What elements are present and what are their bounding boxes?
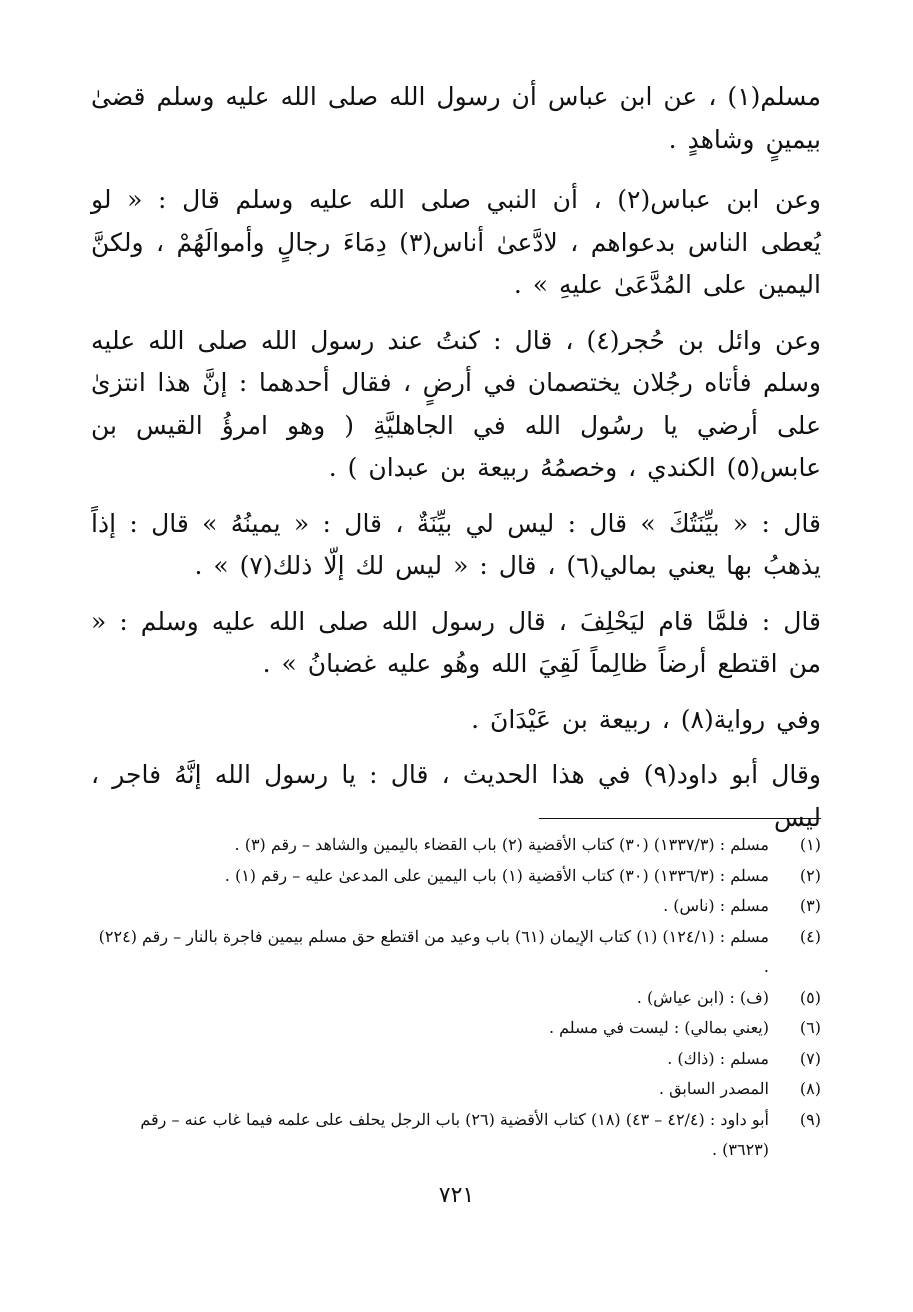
paragraph-3: وعن وائل بن حُجر(٤) ، قال : كنتُ عند رسول الله صلى الله عليه وسلم فأتاه رجُلان يختصمان في أرضٍ ، فقال أحدهما : إنَّ هذا انتزىٰ على أرضي يا رسُول الله في الجاهليَّةِ ( وهو امرؤُ القيس بن عابس(٥) الكندي ، وخصمُهُ ربيعة بن عبدان ) .	[91, 325, 821, 482]
paragraph-7: وقال أبو داود(٩) في هذا الحديث ، قال : يا رسول الله إنَّهُ فاجر ، ليس	[91, 760, 821, 832]
paragraph-4: قال : « بيِّنَتُكَ » قال : ليس لي بيِّنَةٌ ، قال : « يمينُهُ » قال : إذاً يذهبُ بها يعني بمالي(٦) ، قال : « ليس لك إلّا ذلك(٧) » .	[91, 508, 821, 580]
footnote-9	[91, 1105, 821, 1166]
footnote-number: (٨)	[799, 1079, 821, 1098]
footnote-8	[91, 1074, 821, 1105]
footnote-7	[91, 1044, 821, 1075]
footnote-number: (٧)	[799, 1048, 821, 1068]
footnote-number: (٦)	[799, 1018, 821, 1037]
footnote-3	[91, 891, 821, 922]
footnote-text: مسلم : (ناس) .	[663, 896, 769, 915]
footnote-number: (٤)	[799, 926, 821, 946]
footnote-text: المصدر السابق .	[658, 1079, 769, 1098]
footnote-number: (٣)	[799, 896, 821, 915]
footnote-text: (يعني بمالي) : ليست في مسلم .	[548, 1018, 769, 1037]
footnote-4	[91, 922, 821, 983]
page-number: ٧٢١	[438, 1183, 475, 1208]
paragraph-1: مسلم(١) ، عن ابن عباس أن رسول الله صلى الله عليه وسلم قضىٰ بيمينٍ وشاهدٍ .	[91, 82, 821, 154]
footnote-5	[91, 983, 821, 1014]
footnote-text: مسلم : (١٣٣٧/٣) (٣٠) كتاب الأقضية (٢) باب القضاء باليمين والشاهد – رقم (٣) .	[234, 835, 769, 854]
footnote-text: مسلم : (١٢٤/١) (١) كتاب الإيمان (٦١) باب وعيد من اقتطع حق مسلم بيمين فاجرة بالنار – رقم (٢٢٤) .	[98, 926, 769, 976]
footnote-text: مسلم : (١٣٣٦/٣) (٣٠) كتاب الأقضية (١) باب اليمين على المدعىٰ عليه – رقم (١) .	[224, 865, 769, 885]
main-text	[91, 76, 821, 852]
footnote-text: مسلم : (ذاك) .	[667, 1048, 769, 1068]
footnote-6	[91, 1013, 821, 1044]
footnote-separator	[539, 818, 821, 819]
paragraph-5: قال : فلمَّا قام ليَحْلِفَ ، قال رسول الله صلى الله عليه وسلم : « من اقتطع أرضاً ظالِماً لَقِيَ الله وهُو عليه غضبانُ » .	[91, 606, 821, 678]
paragraph-6: وفي رواية(٨) ، ربيعة بن عَيْدَانَ .	[471, 704, 821, 734]
paragraph-2: وعن ابن عباس(٢) ، أن النبي صلى الله عليه وسلم قال : « لو يُعطى الناس بدعواهم ، لادَّعىٰ أناس(٣) دِمَاءَ رجالٍ وأموالَهُمْ ، ولكنَّ اليمين على المُدَّعَىٰ عليهِ » .	[91, 185, 821, 299]
footnote-number: (١)	[799, 835, 821, 854]
footnote-1	[91, 830, 821, 861]
footnote-number: (٥)	[799, 987, 821, 1007]
footnote-text: أبو داود : (٤٢/٤ – ٤٣) (١٨) كتاب الأقضية (٢٦) باب الرجل يحلف على علمه فيما غاب عنه – رقم (٣٦٢٣) .	[140, 1109, 769, 1159]
footnote-2	[91, 861, 821, 892]
footnotes	[91, 830, 821, 1166]
footnote-number: (٩)	[799, 1109, 821, 1129]
footnote-number: (٢)	[799, 865, 821, 885]
footnote-text: (ف) : (ابن عياش) .	[636, 987, 769, 1007]
